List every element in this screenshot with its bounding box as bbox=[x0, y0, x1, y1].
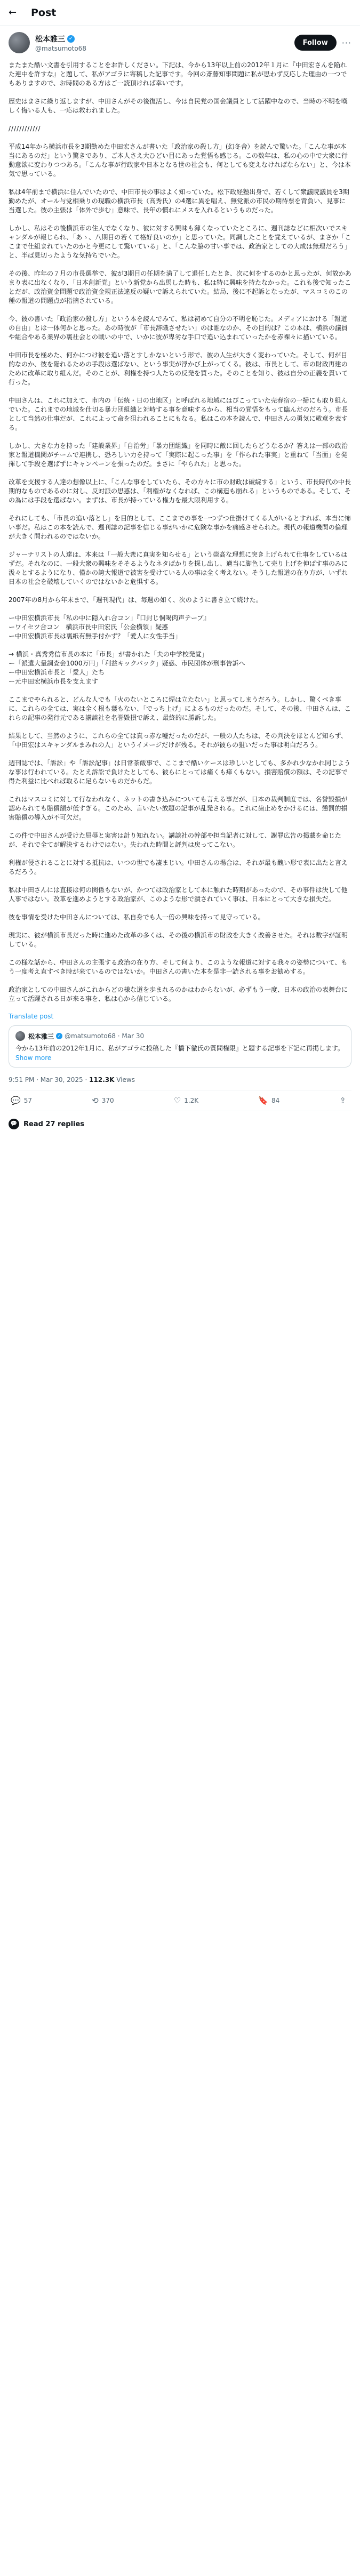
like-button[interactable] bbox=[174, 1096, 198, 1105]
post-paragraph: 利権が侵されることに対する抵抗は、いつの世でも凄まじい。中田さんの場合は、それが最も醜い形で表に出たと言えるだろう。 bbox=[9, 859, 348, 876]
post-paragraph: この件で中田さんが受けた屈辱と実害は計り知れない。講談社の幹部や担当記者に対して、謝罪広告の掲載を命じたが、それで全てが解決するわけではない。失われた時間と評判は戻ってこない。 bbox=[9, 832, 341, 848]
post-paragraph: 政治家としての中田さんがこれからどの様な道を歩まれるのかはわからないが、必ずもう一度、日本の政治の表舞台に立って活躍される日が来る事を、私は心から信じている。 bbox=[9, 986, 348, 1002]
read-replies-button[interactable] bbox=[9, 1111, 351, 1137]
author-row bbox=[0, 26, 360, 57]
post-paragraph: またまた酷い文書を引用することをお許しください。下記は、今から13年以上前の2012年１月に『中田宏さんを陥れた連中を許すな』と題して、私がアゴラに寄稿した記事です。今回の斎藤知事問題に私が思わず反応した理由の一つでもありますので、お時間のある方はご一読頂ければ幸いです。 bbox=[9, 61, 347, 87]
quoted-author-name: 松本雅三 bbox=[28, 1032, 54, 1040]
read-replies-label: Read 27 replies bbox=[23, 1120, 85, 1128]
more-options-icon[interactable]: ··· bbox=[341, 37, 351, 48]
post-paragraph: その後、昨年の７月の市長選挙で、彼が3期目の任期を満了して退任したとき、次に何をするのかと思ったが、何故かあまり表に出なくなり、「日本創新党」という新党から出馬した時も、私は特に興味を持たなかった。これも後で知ったことだが、政治資金問題で政治資金規正法違反の疑いで訴えられていた。結局、後に不起訴となったが、マスコミのこの種の報道の問題点が指摘されている。 bbox=[9, 270, 351, 304]
repost-icon: ⟲ bbox=[92, 1096, 99, 1105]
post-content bbox=[0, 57, 360, 1137]
post-paragraph: 中田市長を極めた、何かにつけ彼を追い落とすしかないという形で、彼の人生が大きく変わっていた。そして、何が目的なのか、彼を陥れるための手段は選ばない、という事実が浮かび上がってくる。彼は、市長として、市の財政再建のために改革に取り組んだ。そのことが、利権を持つ人たちの反発を買った。そのことを知り、彼は自分の正義を貫いて行った。 bbox=[9, 351, 348, 386]
post-paragraph: → 横浜・真秀秀信市長の本に「市長」が書かれた「夫の中学校発覚」 ー「派遣大量調査会1000万円」「利益キックバック」疑惑、市民団体が刑事告訴へ ー中田宏横浜市長と「愛人」たち ー元中田宏横浜市長を支えます bbox=[9, 651, 245, 685]
bookmark-icon: 🔖 bbox=[258, 1096, 268, 1105]
post-paragraph: 中田さんは、これに加えて、市内の「伝統・日の出地区」と呼ばれる地域にはびこっていた売春宿の一掃にも取り組んでいた。これまでの地域を仕切る暴力団組織と対峙する事を意味するから、相当の覚悟をもって臨んだのだろう。市長として当然の仕事だが、これによって命を狙われることにもなる。私はこの本を読んで、中田さんの勇気に敬意を表する。 bbox=[9, 397, 348, 431]
back-arrow-icon[interactable]: ← bbox=[9, 6, 17, 18]
post-paragraph: 2007年の8月から年末まで、「週刊現代」は、毎週の如く、次のように書き立て続けた。 bbox=[9, 596, 262, 604]
quoted-author-handle: @matsumoto68 · Mar 30 bbox=[65, 1032, 145, 1040]
reply-button[interactable] bbox=[11, 1096, 32, 1105]
bookmark-count: 84 bbox=[271, 1097, 280, 1104]
post-meta: 9:51 PM · Mar 30, 2025 · 112.3K Views bbox=[9, 1074, 351, 1090]
verified-badge-icon: ✓ bbox=[67, 35, 75, 43]
post-paragraph: 平成14年から横浜市長を3期勤めた中田宏さんが書いた「政治家の殺し方」(幻冬舎）を読んで驚いた。「こんな事が本当にあるのだ」という驚きであり、ご本人さえ大ひどい目にあった覚悟も感じる。この数年は、私の心の中で大衆に行動意欲に変わりつつある。「こんな事が行政家や日本となる世の社会も、何としても変えなければならない」と、今は本気で思っている。 bbox=[9, 143, 351, 178]
quoted-post[interactable] bbox=[9, 1025, 351, 1068]
quoted-avatar bbox=[15, 1031, 25, 1041]
post-paragraph: 現実に、彼が横浜市長だった時に進めた改革の多くは、その後の横浜市の財政を大きく改善させた。それは数字が証明している。 bbox=[9, 932, 348, 948]
author-meta bbox=[35, 34, 294, 52]
post-paragraph: ジャーナリストの人達は、本来は「一般大衆に真実を知らせる」という崇高な理想に突き上げられて仕事をしているはずだ。それなのに、一般大衆の興味をそそるようなネタばかりを探し出し、適当に脚色して売り上げを伸ばす事のみに汲々とするようになり、僅かの誇大報道で被害を受けている人の事は全く考えない。そうした報道の在り方が、いずれ日本の社会を破壊していくのではないかと危惧する。 bbox=[9, 551, 348, 585]
post-paragraph: それにしても、「市長の追い落とし」を目的として、ここまでの事を一つずつ仕掛けてくる人がいるとすれば、本当に怖い事だ。私はこの本を読んで、週刊誌の記事を信じる事がいかに危険な事かを痛感させられた。現代の報道機関の倫理が大きく問われるのではないか。 bbox=[9, 515, 351, 540]
page-title: Post bbox=[31, 6, 57, 19]
reply-icon: 💬 bbox=[11, 1096, 21, 1105]
repost-button[interactable] bbox=[92, 1096, 114, 1105]
post-timestamp[interactable]: 9:51 PM · Mar 30, 2025 bbox=[9, 1076, 83, 1084]
quoted-post-header bbox=[15, 1031, 345, 1041]
post-paragraph: 歴史はまさに繰り返しますが、中田さんがその後復活し、今は自民党の国会議員として活躍中なので、当時の不明を嘆しく悔いる人も、一応は救われました。 bbox=[9, 98, 348, 114]
post-paragraph: ここまでやられると、どんな人でも「火のないところに煙は立たない」と思ってしまうだろう。しかし、驚くべき事に、これらの全ては、実は全く根も葉もない、「でっち上げ」によるものだったのだ。そして、その後、中田さんは、これらの記事の発行元である講談社を名誉毀損で訴え、最終的に勝訴した。 bbox=[9, 696, 351, 721]
like-count: 1.2K bbox=[184, 1097, 199, 1104]
post-paragraph: これはマスコミに対して行なわれなく、ネットの書き込みについても言える事だが、日本の裁判制度では、名誉毀損が認められても賠償額が低すぎる。このため、言いたい放題の記事が乱発される。これに歯止めをかけるには、懲罰的損害賠償の導入が不可欠だ。 bbox=[9, 796, 348, 821]
post-paragraph: しかし、私はその後横浜市の住人でなくなり、彼に対する興味も薄くなっていたところに、週刊誌などに相次いでスキャンダルが報じられ、「あゝ、八期目の若くて格好良いのか」と思っていた。同調したことを覚えているが、まさか「ここまで仕組まれていたのかと今更にして驚いている」と、「こんな脇の甘い事では、政治家としての大成は無理だろう」と、半ば見切ったような気持ちでいた。 bbox=[9, 224, 351, 259]
top-bar bbox=[0, 0, 360, 26]
author-name-row bbox=[35, 34, 294, 44]
post-paragraph: しかし、大きな力を持った「建設業界」「自治労」「暴力団組織」を同時に敵に回したらどうなるか？答えは一部の政治家と報道機関がチームで連携し、恐ろしい力を持って「実際に起こった事」を「作られた事実」と重ねて「当面」を発揮して手段を選ばずにキャンペーンを張ったのだ。まさに「やられた」と思った。 bbox=[9, 442, 348, 468]
views-count: 112.3K bbox=[89, 1076, 115, 1084]
post-paragraph: この様な話から、中田さんの主張する政治の在り方、そして何より、このような報道に対する我々の姿勢について、もう一度考え直すべき時が来ているのではないか。中田さんの書いた本を是非一読される事をお勧めする。 bbox=[9, 959, 348, 975]
author-name[interactable]: 松本雅三 bbox=[35, 35, 65, 44]
post-paragraph: ー中田宏横浜市長「私の中に隠入れ合コン」『口封じ恫喝肉声テープ』 ーワイセツ合コン 横浜市長中田宏氏「公金横領」疑惑 ー中田宏横浜市長は裏紙有無手付かず？「愛人に女性手当」 bbox=[9, 614, 210, 640]
repost-count: 370 bbox=[101, 1097, 114, 1104]
reply-bubble-icon: 💬 bbox=[9, 1119, 19, 1129]
section-separator: //////////// bbox=[9, 125, 41, 132]
views-label: Views bbox=[116, 1076, 135, 1084]
author-handle[interactable]: @matsumoto68 bbox=[35, 44, 86, 52]
share-icon: ⇪ bbox=[339, 1096, 346, 1105]
post-paragraph: 結果として、当然のように、これらの全ては真っ赤な嘘だったのだが、一般の人たちは、その判決をほとんど知らず、「中田宏はスキャンダルまみれの人」というイメージだけが残る。それが彼らの狙いだった事は明白だろう。 bbox=[9, 732, 347, 749]
post-paragraph: 私は中田さんには直接は何の関係もないが、かつては政治家として本に触れた時期があったので、その事件は決して他人事ではない。改革を進めようとする政治家が、このような形で潰されていく事は、日本にとって大きな損失だ。 bbox=[9, 886, 348, 903]
follow-button[interactable]: Follow bbox=[294, 35, 337, 51]
post-paragraph: 改革を支援する人達の想像以上に、「こんな事をしていたら、その方々に市の財政は破綻する」という、市長時代の中長期的なものであるのに対し、反対派の思惑は、「利権がなくなれば、この構造も崩れる」というものである。そして、その為には手段を選ばない。まずは、市長が持っている権力を最大限利用する。 bbox=[9, 478, 351, 504]
post-paragraph: 私は4年前まで横浜に住んでいたので、中田市長の事はよく知っていた。松下政経塾出身で、若くして衆議院議員を3期勤めたが、オール与党相乗りの現職の横浜市長（高秀氏）の4選に異を唱え、無党派の市民の期待票を背負い、見事に当選した。彼の主張は「体外で歩む」意味で、長年の慣れにメスを入れるというものだった。 bbox=[9, 188, 349, 214]
post-paragraph: 彼を事情を受けた中田さんについては、私自身でも人一倍の興味を持って見守っている。 bbox=[9, 913, 265, 921]
bookmark-button[interactable] bbox=[258, 1096, 279, 1105]
quoted-post-text: 今から13年前の2012年1月に、私がアゴラに投稿した『橋下徹氏の質問権限』と題する記事を下記に再掲します。 bbox=[15, 1045, 344, 1052]
translate-post-link[interactable]: Translate post bbox=[9, 1013, 54, 1020]
heart-icon: ♡ bbox=[173, 1096, 181, 1105]
reply-count: 57 bbox=[23, 1097, 32, 1104]
verified-badge-icon: ✓ bbox=[56, 1033, 62, 1039]
show-more-link[interactable]: Show more bbox=[15, 1054, 52, 1062]
share-button[interactable] bbox=[339, 1096, 349, 1105]
action-bar bbox=[9, 1090, 351, 1111]
avatar[interactable] bbox=[9, 32, 30, 53]
post-paragraph: 今、彼の書いた「政治家の殺し方」という本を読んでみて、私は初めて自分の不明を恥じた。メディアにおける「報道の自由」とは一体何かと思った。あの時彼が「市長辞職させたい」のは誰なのか、その目的は？この本は、横浜の議員や組合やある業界の裏社会との戦いの中で、いかに彼が卑劣な手口で追い込まれていったかを赤裸々に描いている。 bbox=[9, 315, 348, 341]
post-paragraph: 週刊誌では、「訴訟」や「訴訟記事」は日常茶飯事で、ここまで酷いケースは珍しいとしても、多かれ少なかれ同じような事は行われている。たとえ訴訟で負けたとしても、彼らにとっては痛くも痒くもない。損害賠償の額は、その記事で得た利益に比べれば取るに足らないものだからだ。 bbox=[9, 759, 351, 785]
